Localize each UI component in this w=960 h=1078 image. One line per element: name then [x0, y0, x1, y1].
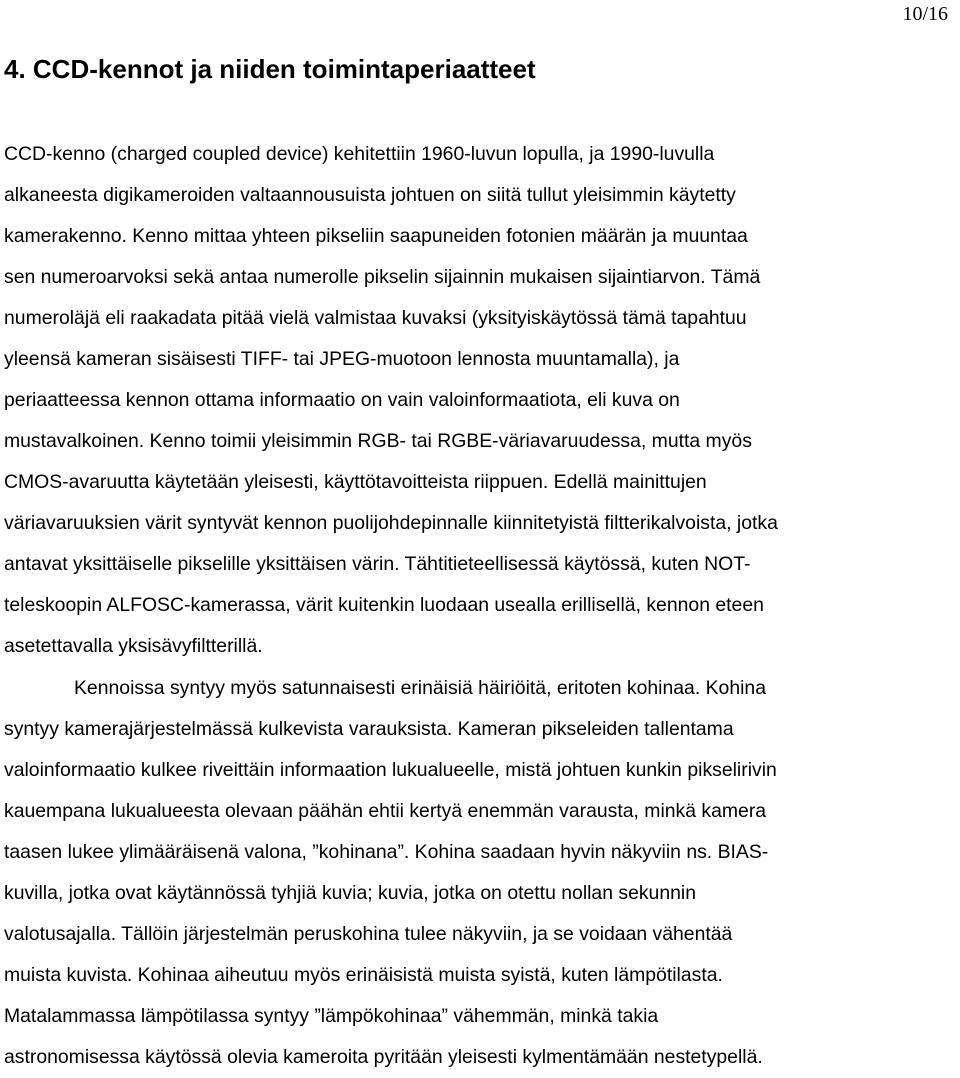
text-line: sen numeroarvoksi sekä antaa numerolle pikselin sijainnin mukaisen sijaintiarvon. Tämä [4, 266, 761, 288]
text-line: kuvilla, jotka ovat käytännössä tyhjiä kuvia; kuvia, jotka on otettu nollan sekunnin [4, 882, 697, 904]
text-line: valotusajalla. Tällöin järjestelmän peruskohina tulee näkyviin, ja se voidaan vähentää [4, 923, 733, 945]
text-line: CMOS-avaruutta käytetään yleisesti, käyttötavoitteista riippuen. Edellä mainittujen [4, 471, 707, 493]
section-heading: 4. CCD-kennot ja niiden toimintaperiaatteet [4, 54, 536, 84]
text-line: periaatteessa kennon ottama informaatio on vain valoinformaatiota, eli kuva on [4, 389, 680, 411]
paragraph-ccd-intro [4, 134, 778, 667]
text-line: valoinformaatio kulkee riveittäin informaation lukualueelle, mistä johtuen kunkin pikselirivin [4, 759, 777, 781]
text-line: mustavalkoinen. Kenno toimii yleisimmin RGB- tai RGBE-väriavaruudessa, mutta myös [4, 430, 752, 452]
text-line: Kennoissa syntyy myös satunnaisesti erinäisiä häiriöitä, eritoten kohinaa. Kohina [74, 677, 766, 699]
text-line: numeroläjä eli raakadata pitää vielä valmistaa kuvaksi (yksityiskäytössä tämä tapahtuu [4, 307, 747, 329]
text-line: kauempana lukualueesta olevaan päähän ehtii kertyä enemmän varausta, minkä kamera [4, 800, 767, 822]
text-line: CCD-kenno (charged coupled device) kehitettiin 1960-luvun lopulla, ja 1990-luvulla [4, 143, 715, 165]
text-line: teleskoopin ALFOSC-kamerassa, värit kuitenkin luodaan usealla erillisellä, kennon eteen [4, 594, 764, 616]
text-line: antavat yksittäiselle pikselille yksittäisen värin. Tähtitieteellisessä käytössä, kuten NOT- [4, 553, 751, 575]
text-line: astronomisessa käytössä olevia kameroita pyritään yleisesti kylmentämään nestetypellä. [4, 1046, 763, 1068]
page-number: 10/16 [902, 3, 948, 25]
text-line: väriavaruuksien värit syntyvät kennon puolijohdepinnalle kiinnitetyistä filtterikalvoista, jotka [4, 512, 778, 534]
text-line: yleensä kameran sisäisesti TIFF- tai JPEG-muotoon lennosta muuntamalla), ja [4, 348, 680, 370]
text-line: alkaneesta digikameroiden valtaannousuista johtuen on siitä tullut yleisimmin käytetty [4, 184, 736, 206]
text-line: muista kuvista. Kohinaa aiheutuu myös erinäisistä muista syistä, kuten lämpötilasta. [4, 964, 723, 986]
text-line: taasen lukee ylimääräisenä valona, ”kohinana”. Kohina saadaan hyvin näkyviin ns. BIAS- [4, 841, 769, 863]
text-line: kamerakenno. Kenno mittaa yhteen pikseliin saapuneiden fotonien määrän ja muuntaa [4, 225, 748, 247]
text-line: syntyy kamerajärjestelmässä kulkevista varauksista. Kameran pikseleiden tallentama [4, 718, 734, 740]
text-line: Matalammassa lämpötilassa syntyy ”lämpökohinaa” vähemmän, minkä takia [4, 1005, 659, 1027]
paragraph-noise [4, 668, 777, 1078]
text-line: asetettavalla yksisävyfiltterillä. [4, 635, 263, 657]
